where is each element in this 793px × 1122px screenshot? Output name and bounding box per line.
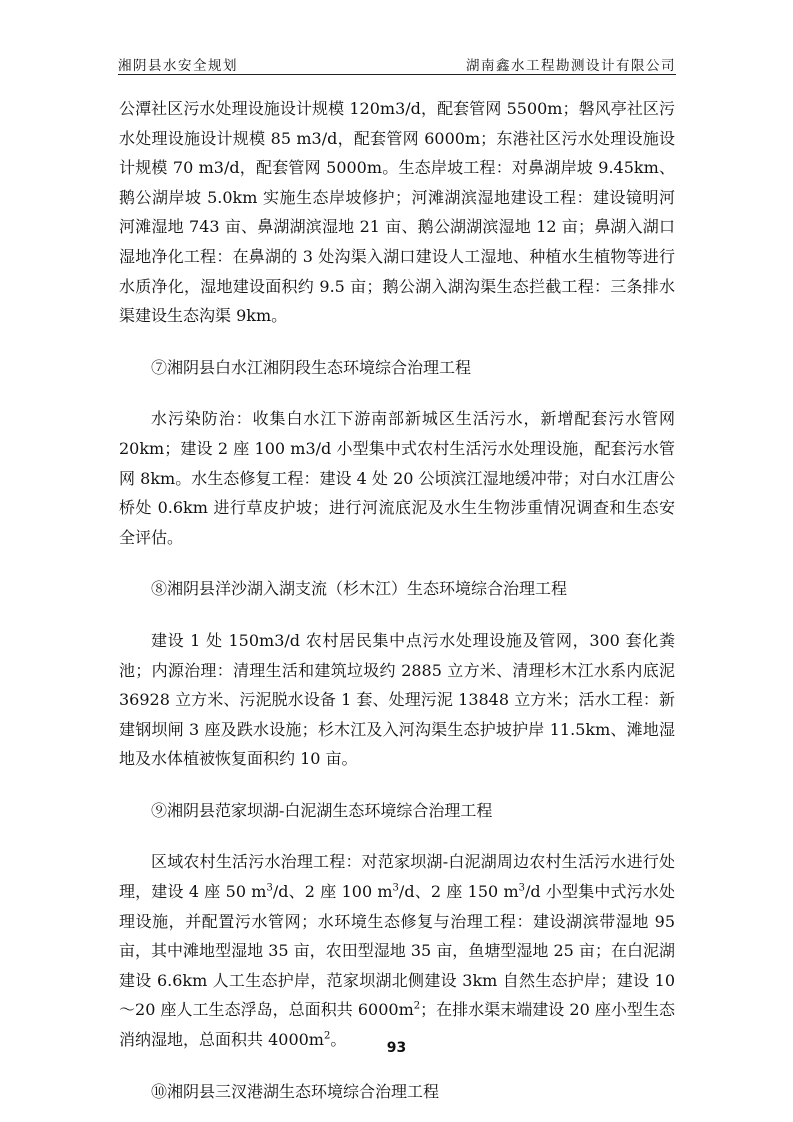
section-heading-9: ⑨湘阴县范家坝湖-白泥湖生态环境综合治理工程 <box>151 800 493 820</box>
header-document-title: 湘阴县水安全规划 <box>118 58 238 74</box>
section-heading-10: ⑩湘阴县三汊港湖生态环境综合治理工程 <box>151 1081 440 1101</box>
page-number: 93 <box>386 1040 407 1056</box>
section-heading-7: ⑦湘阴县白水江湘阴段生态环境综合治理工程 <box>151 357 472 377</box>
section-heading-8: ⑧湘阴县洋沙湖入湖支流（杉木江）生态环境综合治理工程 <box>151 579 568 599</box>
section-body-8: 建设 1 处 150m3/d 农村居民集中点污水处理设施及管网，300 套化粪池；内源治理：清理生活和建筑垃圾约 2885 立方米、清理杉木江水系内底泥 36928 立方米、污泥脱水设备 1 套、处理污泥 13848 立方米；活水工程：新建钢坝闸 3 座及跌水设施；杉木江及入河沟渠生态护坡护岸 11.5km、滩地湿地及水体植被恢复面积约 10 亩。 <box>119 630 675 769</box>
header-company-name: 湖南鑫水工程勘测设计有限公司 <box>466 58 676 74</box>
section-body-9: 区域农村生活污水治理工程：对范家坝湖-白泥湖周边农村生活污水进行处理，建设 4 座 50 $m^3/d$、2 座 100 $m^3/d$、2 座 150 $m^3/d$ 小型集中式污水处理设施，并配置污水管网；水环境生态修复与治理工程：建设湖滨带湿地 95 亩，其中滩地型湿地 35 亩，农田型湿地 35 亩，鱼塘型湿地 25 亩；在白泥湖建设 6.6km 人工生态护岸，范家坝湖北侧建设 3km 自然生态护岸；建设 10～20 座人工生态浮岛，总面积共 $6000m^2$；在排水渠末端建设 20 座小型生态消纳湿地，总面积共 $4000m^2$。 <box>119 852 675 1050</box>
page-content <box>119 94 675 1106</box>
paragraph-continued: 公潭社区污水处理设施设计规模 120m3/d，配套管网 5500m；磐风亭社区污水处理设施设计规模 85 m3/d，配套管网 6000m；东港社区污水处理设施设计规模 70 m3/d，配套管网 5000m。生态岸坡工程：对鼻湖岸坡 9.45km、鹅公湖岸坡 5.0km 实施生态岸坡修护；河滩湖滨湿地建设工程：建设镜明河河滩湿地 743 亩、鼻湖湖滨湿地 21 亩、鹅公湖湖滨湿地 12 亩；鼻湖入湖口湿地净化工程：在鼻湖的 3 处沟渠入湖口建设人工湿地、种植水生植物等进行水质净化，湿地建设面积约 9.5 亩；鹅公湖入湖沟渠生态拦截工程：三条排水渠建设生态沟渠 9km。 <box>119 99 675 326</box>
section-body-7: 水污染防治：收集白水江下游南部新城区生活污水，新增配套污水管网 20km；建设 2 座 100 m3/d 小型集中式农村生活污水处理设施，配套污水管网 8km。水生态修复工程：建设 4 处 20 公顷滨江湿地缓冲带；对白水江唐公桥处 0.6km 进行草皮护坡；进行河流底泥及水生生物涉重情况调查和生态安全评估。 <box>119 409 675 547</box>
page-header <box>118 52 676 75</box>
